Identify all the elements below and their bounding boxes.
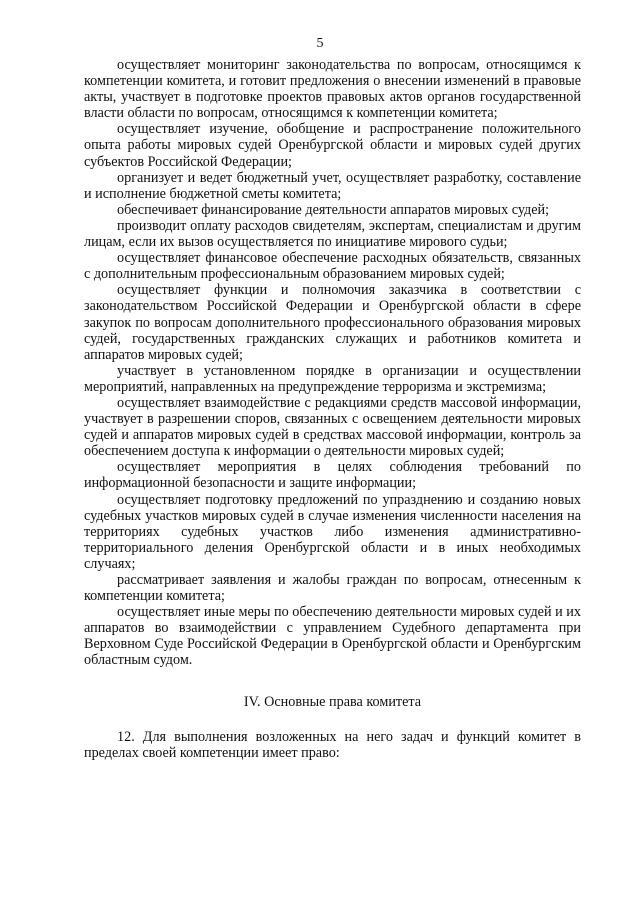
- paragraph-witness-payments: производит оплату расходов свидетелям, экспертам, специалистам и другим лицам, если их вызов осуществляется по инициативе мирового судьи;: [84, 217, 581, 251]
- paragraph-other-measures: осуществляет иные меры по обеспечению деятельности мировых судей и их аппаратов во взаимодействии с управлением Судебного департамента при Верховном Суде Российской Федерации в Оренбургской области и Оренбургским областным судом.: [84, 604, 581, 669]
- page-number: 5: [316, 36, 324, 51]
- paragraph-apparatus-financing: обеспечивает финансирование деятельности аппаратов мировых судей;: [117, 201, 550, 218]
- paragraph-education-financing: осуществляет финансовое обеспечение расходных обязательств, связанных с дополнительным профессиональным образованием мировых судей;: [84, 250, 581, 283]
- paragraph-media-interaction: осуществляет взаимодействие с редакциями средств массовой информации, участвует в разрешении споров, связанных с освещением деятельности мировых судей и аппаратов мировых судей в средствах массовой информации, контроль за обеспечением доступа к информации о деятельности мировых судей;: [84, 394, 581, 460]
- document-body: [84, 57, 581, 761]
- paragraph-court-districts: осуществляет подготовку предложений по упразднению и созданию новых судебных участков мировых судей в случае изменения численности населения на территориях судебных участков либо изменения административно-территориального деления Оренбургской области и в иных необходимых случаях;: [84, 491, 581, 572]
- section-heading: IV. Основные права комитета: [243, 693, 422, 710]
- paragraph-legislation-monitoring: осуществляет мониторинг законодательства по вопросам, относящимся к компетенции комитета, и готовит предложения о внесении изменений в правовые акты, участвует в подготовке проектов правовых актов органов государственной власти области по вопросам, относящимся к компетенции комитета;: [84, 57, 581, 122]
- paragraph-citizen-complaints: рассматривает заявления и жалобы граждан по вопросам, отнесенным к компетенции комитета;: [84, 572, 581, 605]
- paragraph-experience-study: осуществляет изучение, обобщение и распространение положительного опыта работы мировых судей Оренбургской области и мировых судей других субъектов Российской Федерации;: [84, 121, 581, 170]
- paragraph-terrorism-prevention: участвует в установленном порядке в организации и осуществлении мероприятий, направленных на предупреждение терроризма и экстремизма;: [84, 362, 581, 395]
- paragraph-procurement-functions: осуществляет функции и полномочия заказчика в соответствии с законодательством Российской Федерации и Оренбургской области в сфере закупок по вопросам дополнительного профессионального образования мировых судей, государственных гражданских служащих и работников комитета и аппаратов мировых судей;: [84, 282, 581, 363]
- paragraph-rights-intro: 12. Для выполнения возложенных на него задач и функций комитет в пределах своей компетенции имеет право:: [84, 728, 581, 761]
- paragraph-budget-accounting: организует и ведет бюджетный учет, осуществляет разработку, составление и исполнение бюджетной сметы комитета;: [84, 169, 581, 202]
- paragraph-information-security: осуществляет мероприятия в целях соблюдения требований по информационной безопасности и защите информации;: [84, 459, 581, 492]
